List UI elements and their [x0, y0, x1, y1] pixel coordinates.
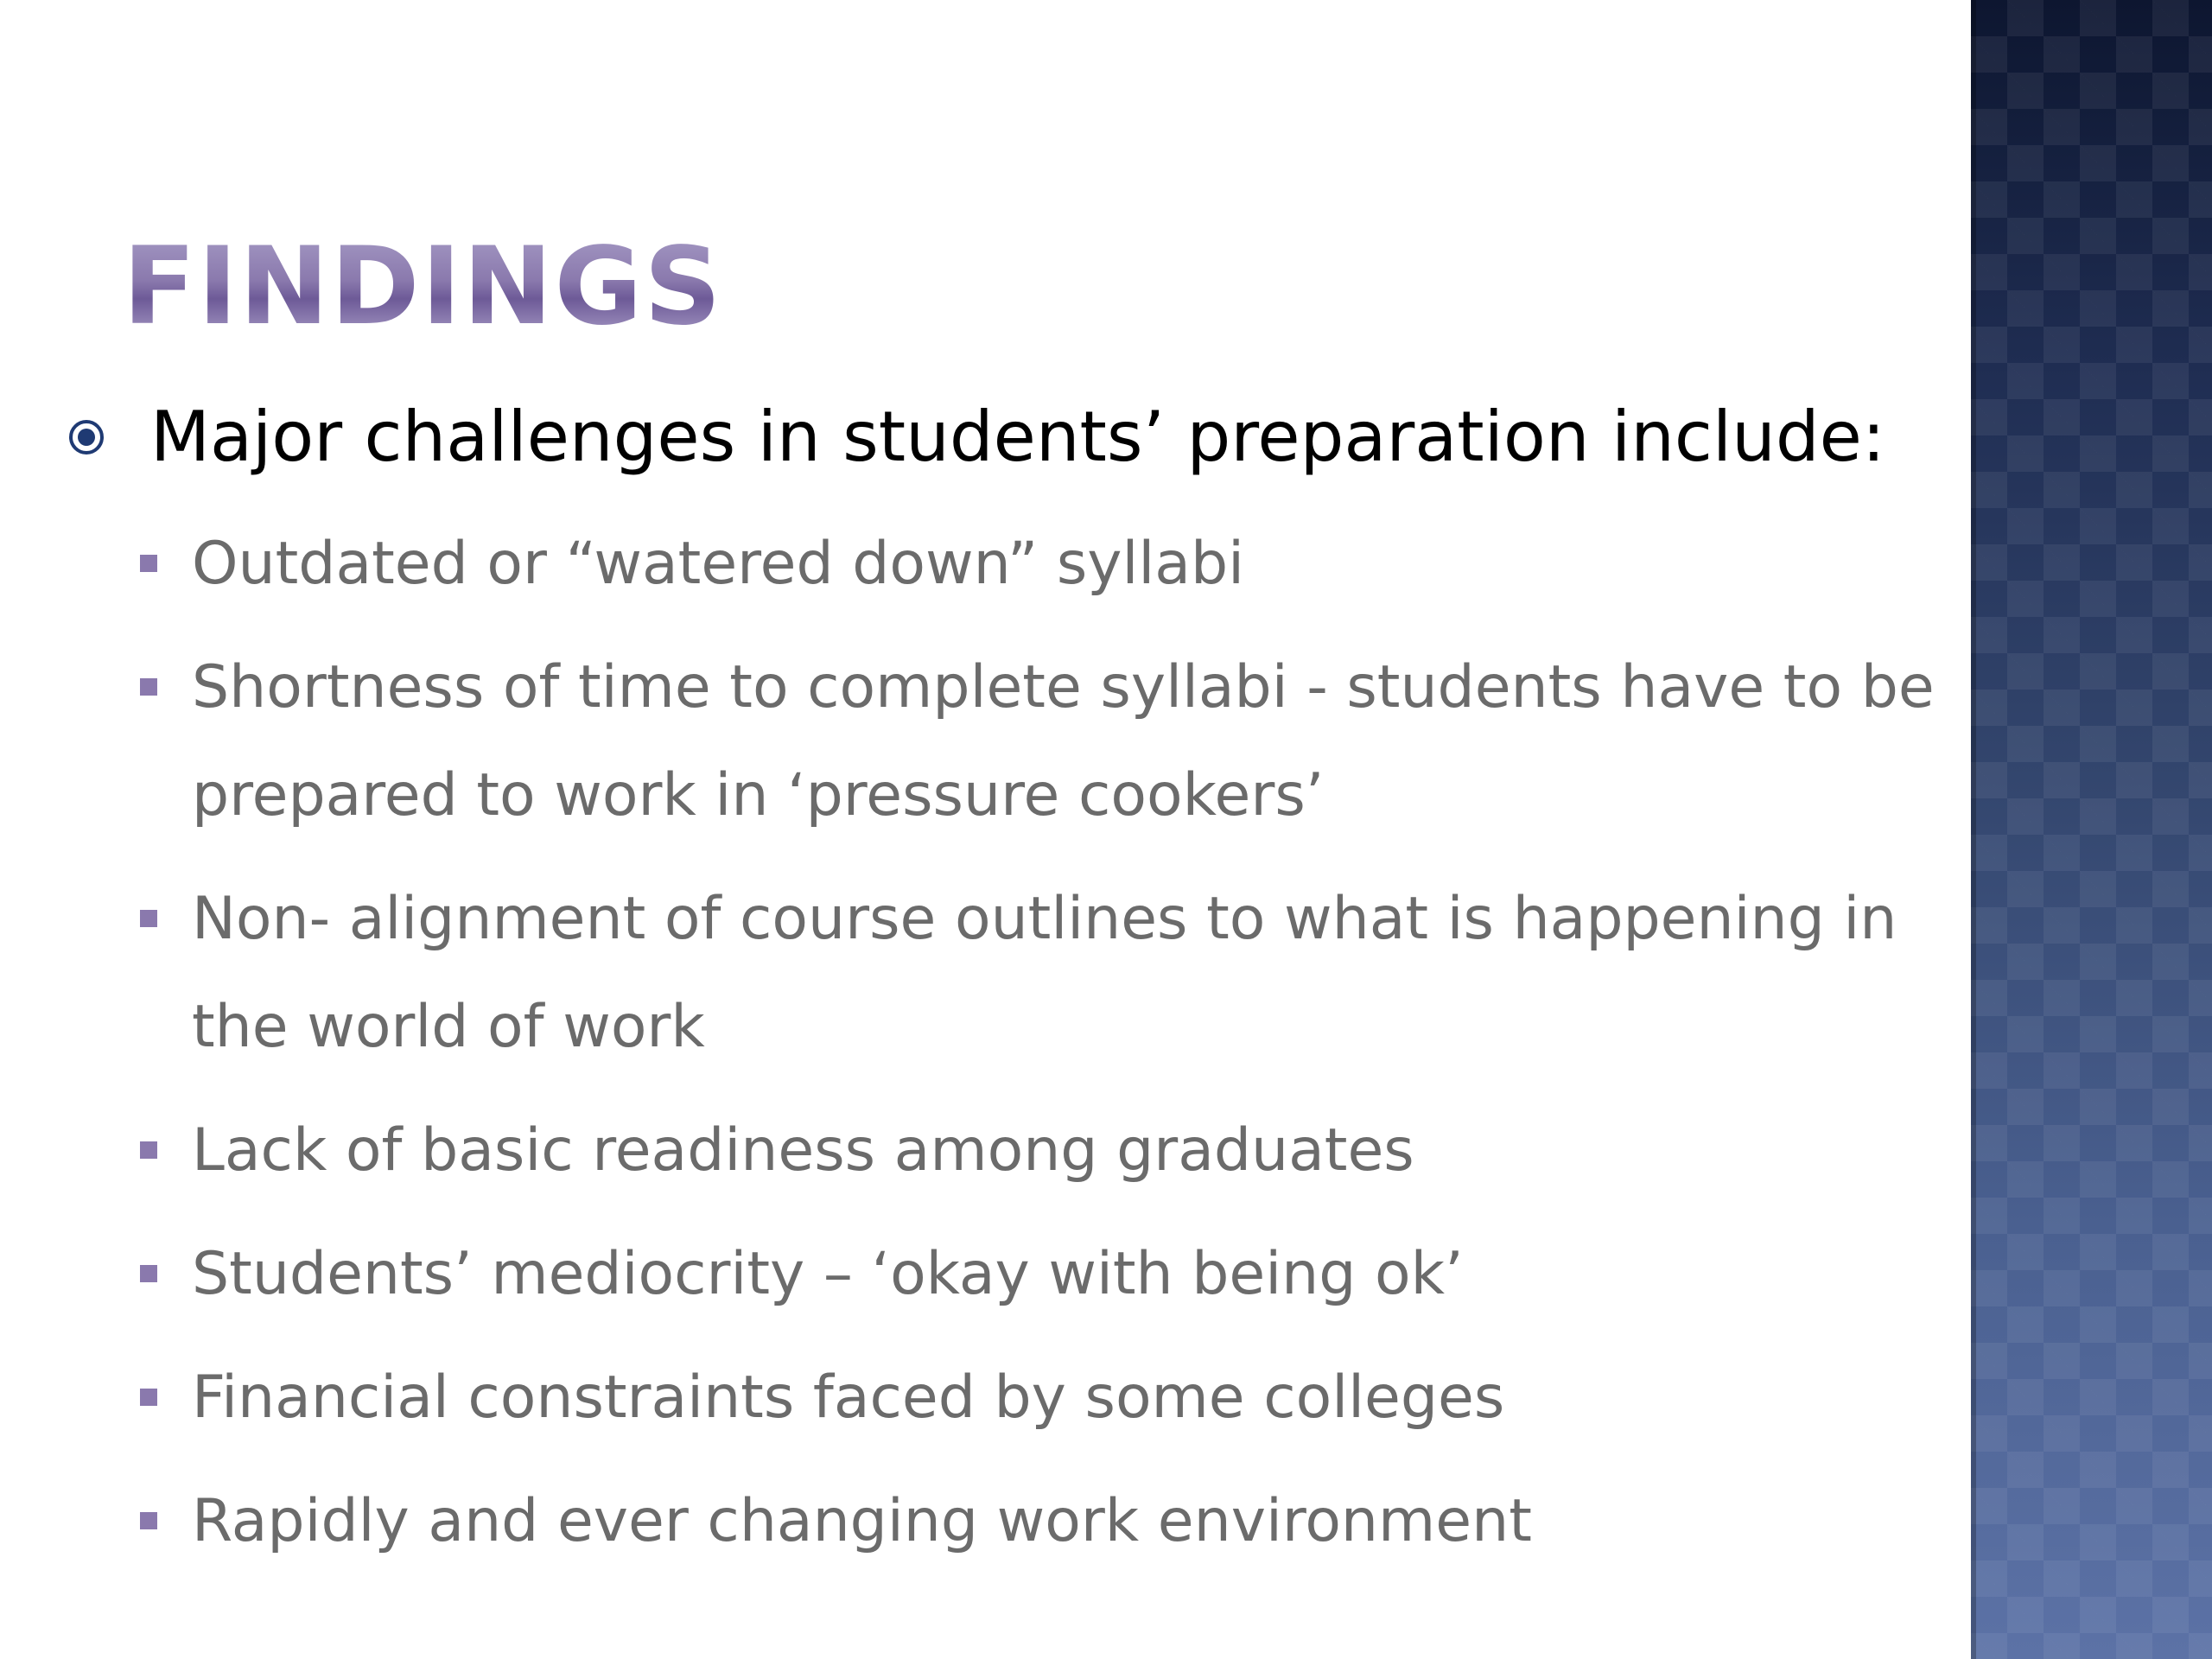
square-bullet-icon	[140, 1141, 157, 1159]
sub-point	[140, 510, 1937, 618]
square-bullet-icon	[140, 678, 157, 696]
sub-point-text: Lack of basic readiness among graduates	[192, 1116, 1414, 1185]
sub-point	[140, 865, 1937, 1081]
sub-point-list	[140, 510, 1937, 1591]
square-bullet-icon	[140, 1512, 157, 1529]
target-bullet-icon	[67, 418, 105, 456]
panel-edge	[1971, 0, 1976, 1659]
sub-point	[140, 1220, 1937, 1328]
sub-point	[140, 1467, 1937, 1575]
slide-title: FINDINGS	[123, 225, 723, 349]
square-bullet-icon	[140, 555, 157, 572]
sub-point-text: Non- alignment of course outlines to what is happening in the world of work	[192, 885, 1897, 1061]
sub-point-text: Financial constraints faced by some colleges	[192, 1363, 1505, 1432]
sub-point	[140, 633, 1937, 849]
sub-point-text: Students’ mediocrity – ‘okay with being ok’	[192, 1240, 1464, 1308]
decorative-side-panel	[1971, 0, 2212, 1659]
sub-point-text: Rapidly and ever changing work environment	[192, 1487, 1532, 1555]
sub-point	[140, 1096, 1937, 1205]
diamond-pattern	[1971, 0, 2212, 1659]
sub-point-text: Outdated or “watered down” syllabi	[192, 530, 1245, 598]
square-bullet-icon	[140, 1265, 157, 1282]
sub-point	[140, 1344, 1937, 1452]
main-point	[67, 396, 1885, 479]
square-bullet-icon	[140, 1389, 157, 1406]
square-bullet-icon	[140, 910, 157, 927]
main-point-text: Major challenges in students’ preparation include:	[150, 397, 1885, 477]
sub-point-text: Shortness of time to complete syllabi - students have to be prepared to work in ‘pressure cookers’	[192, 653, 1935, 830]
